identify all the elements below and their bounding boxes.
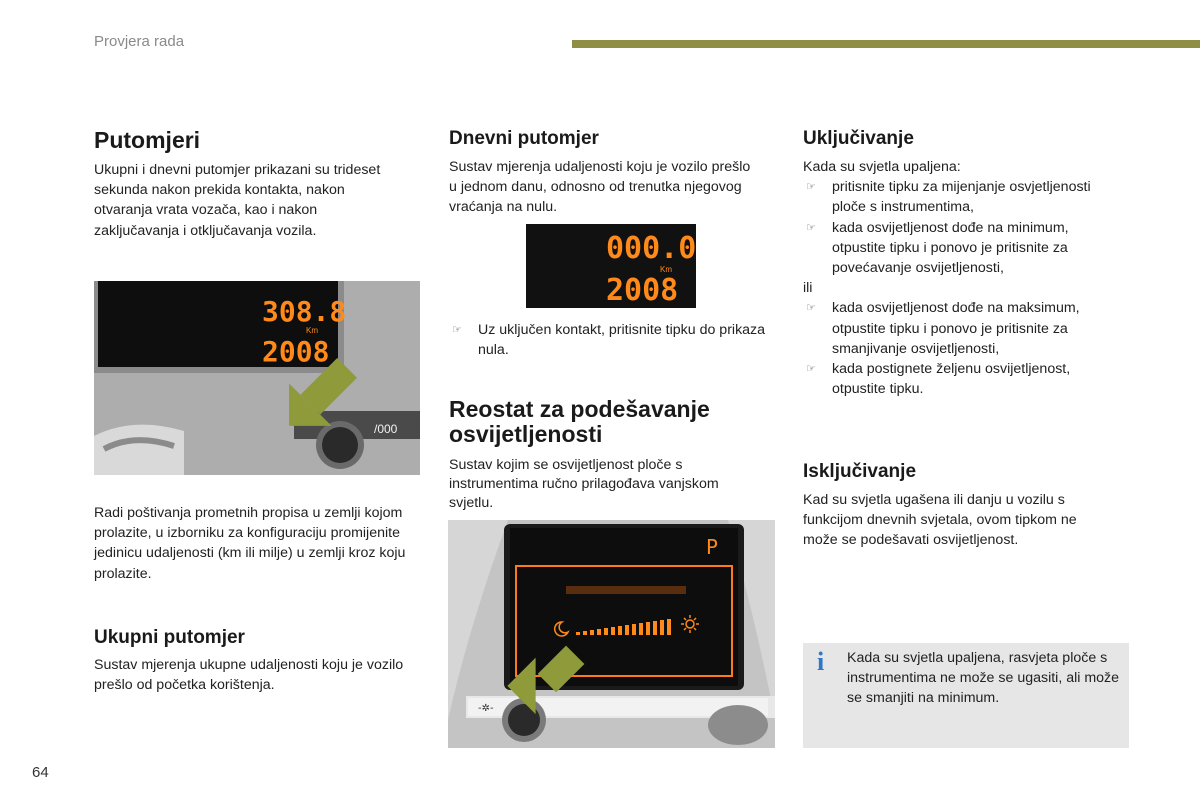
- trip-odometer-title: Dnevni putomjer: [449, 128, 599, 149]
- odometer-bottom-value: 2008: [262, 335, 330, 368]
- rheostat-text: Sustav kojim se osvijetljenost ploče s instrumentima ručno prilagođava vanjskom svjetlu.: [449, 457, 719, 511]
- switching-on-content: [803, 157, 1123, 399]
- bullet-text: kada osvijetljenost dođe na minimum, otpustite tipku i ponovo je pritisnite za povećavanje osvijetljenosti,: [832, 219, 1069, 277]
- rheostat-title: Reostat za podešavanje osvijetljenosti: [449, 396, 710, 447]
- intro-paragraph: Ukupni i dnevni putomjer prikazani su trideset sekunda nakon prekida kontakta, nakon otvaranja vrata vozača, kao i nakon zaključavanja i otključavanja vozila.: [94, 162, 381, 239]
- or-label: ili: [803, 280, 813, 297]
- bullet-text: pritisnite tipku za mijenjanje osvjetljenosti ploče s instrumentima,: [832, 179, 1091, 216]
- trip-display-digits: [526, 224, 696, 308]
- gear-letter: P: [706, 535, 719, 559]
- odometer-illustration: [94, 281, 420, 475]
- switching-on-lead: Kada su svjetla upaljena:: [803, 159, 961, 175]
- section-header: Provjera rada: [94, 33, 185, 50]
- info-text: Kada su svjetla upaljena, rasvjeta ploče s instrumentima ne može se ugasiti, ali može se smanjiti na minimum.: [847, 650, 1120, 707]
- page-number: 64: [32, 764, 49, 781]
- bullet-text: kada postignete željenu osvijetljenost, otpustite tipku.: [832, 361, 1071, 398]
- trip-top-value: 000.0: [606, 231, 696, 266]
- odometer-top-value: 308.8: [262, 295, 347, 328]
- hand-pointer-icon: ☞: [806, 181, 816, 194]
- total-odometer-title: Ukupni putomjer: [94, 627, 245, 648]
- switching-on-bullet: [803, 177, 1123, 217]
- trip-odometer-text: Sustav mjerenja udaljenosti koju je vozilo prešlo u jednom danu, odnosno od trenutka njegovog vraćanja na nulu.: [449, 159, 751, 216]
- trip-unit: Km: [660, 265, 672, 274]
- trip-reset-bullet: [449, 320, 783, 360]
- switching-on-bullet: [803, 298, 1123, 359]
- odometer-unit: Km: [306, 326, 318, 335]
- trip-bottom-value: 2008: [606, 273, 679, 308]
- header-accent-bar: [572, 40, 1200, 48]
- info-box: [803, 643, 1129, 748]
- trip-reset-text: Uz uključen kontakt, pritisnite tipku do prikaza nula.: [478, 322, 766, 359]
- hand-pointer-icon: ☞: [806, 221, 816, 234]
- bullet-text: kada osvijetljenost dođe na maksimum, otpustite tipku i ponovo je pritisnite za smanjivanje osvijetljenosti,: [832, 300, 1080, 357]
- dimmer-button-label: -✲-: [478, 703, 494, 714]
- switching-on-title: Uključivanje: [803, 128, 914, 149]
- hand-pointer-icon: ☞: [806, 302, 816, 315]
- hand-pointer-icon: ☞: [806, 363, 816, 376]
- button-label: /000: [374, 422, 398, 436]
- rheostat-figure: [448, 520, 775, 748]
- switching-off-title: Isključivanje: [803, 461, 917, 482]
- odometer-figure: [94, 281, 420, 475]
- switching-on-bullet: [803, 218, 1123, 279]
- info-icon: i: [817, 647, 825, 676]
- switching-off-text: Kad su svjetla ugašena ili danju u vozilu s funkcijom dnevnih svjetala, ovom tipkom ne može se podešavati osvijetljenost.: [803, 492, 1077, 549]
- switching-on-bullet: [803, 359, 1123, 399]
- page-title: Putomjeri: [94, 127, 201, 153]
- units-note: Radi poštivanja prometnih propisa u zemlji kojom prolazite, u izborniku za konfiguraciju promijenite jedinicu udaljenosti (km ili milje) u zemlji kroz koju prolazite.: [94, 505, 406, 582]
- rheostat-illustration: [448, 520, 775, 748]
- total-odometer-text: Sustav mjerenja ukupne udaljenosti koju je vozilo prešlo od početka korištenja.: [94, 657, 404, 694]
- hand-pointer-icon: ☞: [452, 324, 462, 336]
- trip-display: [526, 224, 696, 308]
